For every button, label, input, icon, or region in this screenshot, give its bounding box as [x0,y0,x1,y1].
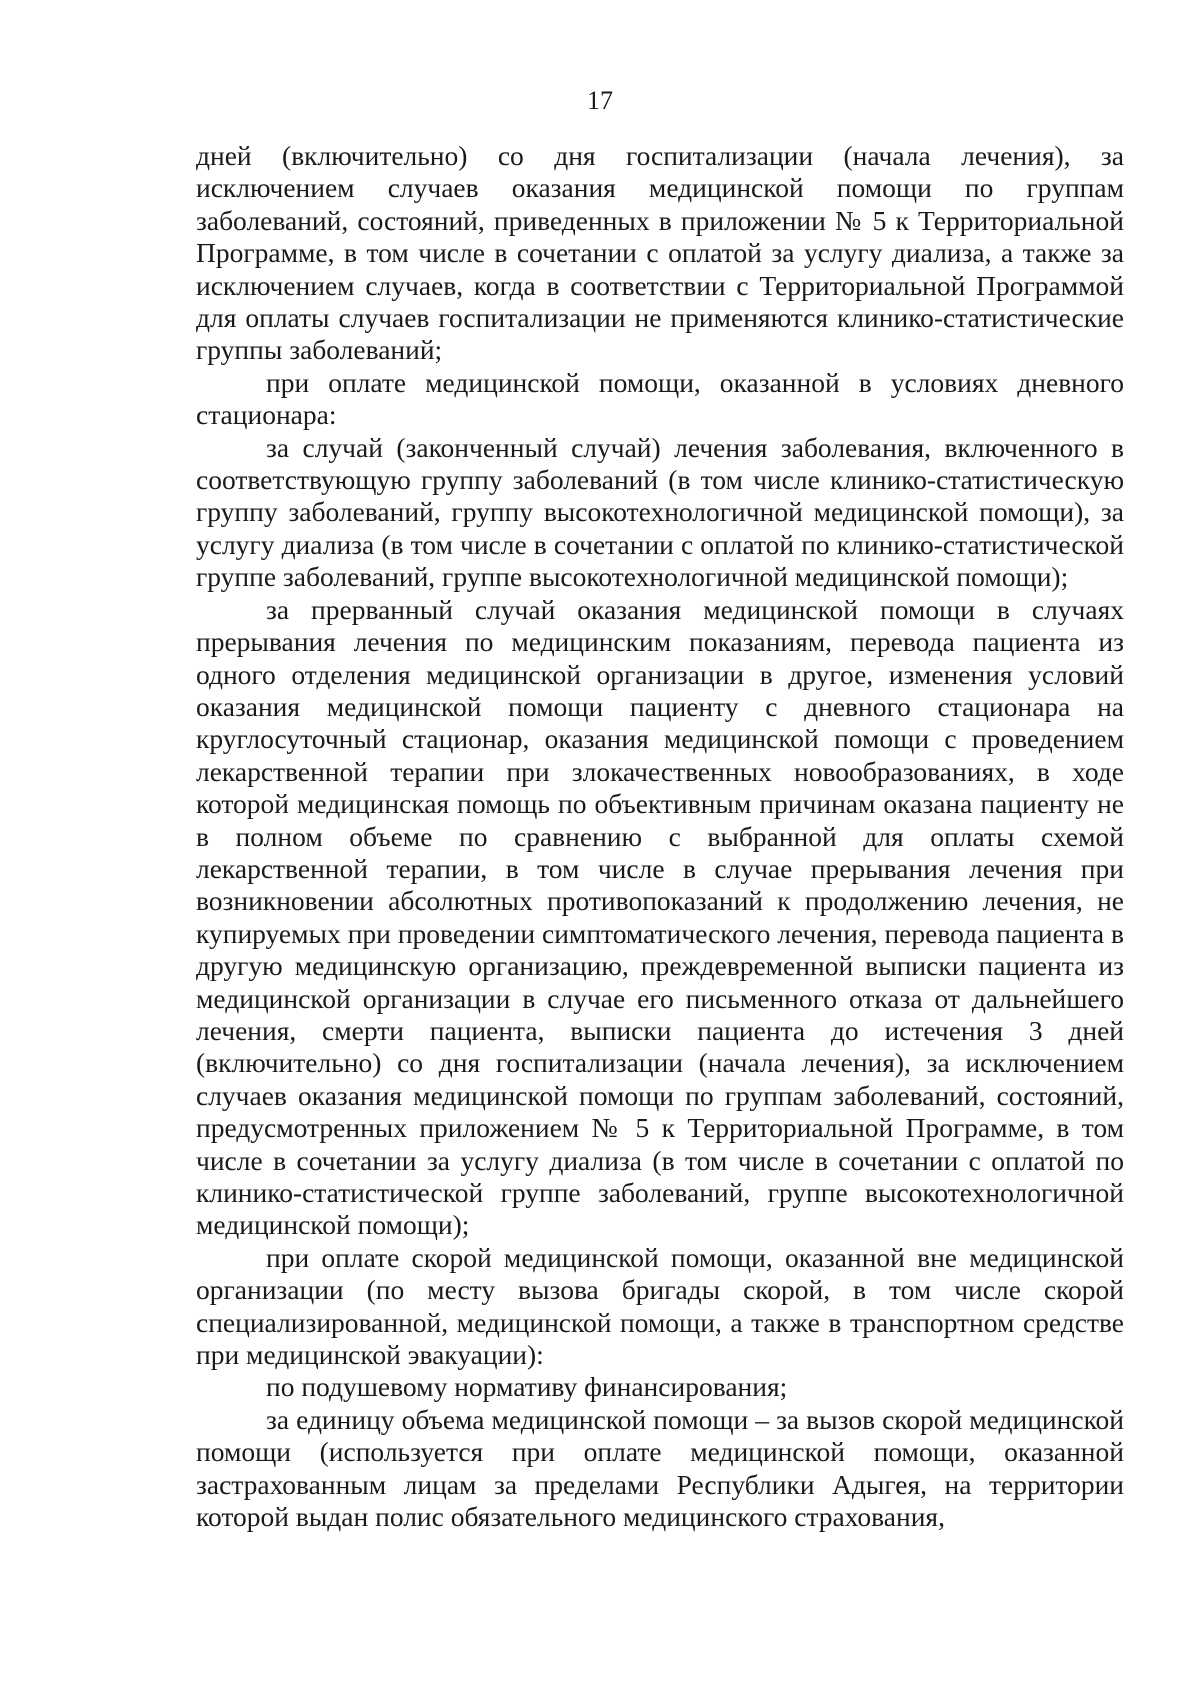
document-body [196,140,1124,1533]
page-number: 17 [587,86,613,115]
paragraph-day-hospital-payment: при оплате медицинской помощи, оказанной в условиях дневного стационара: [196,366,1124,431]
paragraph-per-capita-norm: по подушевому нормативу финансирования; [266,1371,788,1403]
paragraph-interrupted-case: за прерванный случай оказания медицинской помощи в случаях прерывания лечения по медицинским показаниям, перевода пациента из одного отделения медицинской организации в другое, изменения условий оказания медицинской помощи пациенту с дневного стационара на круглосуточный стационар, оказания медицинской помощи с проведением лекарственной терапии при злокачественных новообразованиях, в ходе которой медицинская помощь по объективным причинам оказана пациенту не в полном объеме по сравнению с выбранной для оплаты схемой лекарственной терапии, в том числе в случае прерывания лечения при возникновении абсолютных противопоказаний к продолжению лечения, не купируемых при проведении симптоматического лечения, перевода пациента в другую медицинскую организацию, преждевременной выписки пациента из медицинской организации в случае его письменного отказа от дальнейшего лечения, смерти пациента, выписки пациента до истечения 3 дней (включительно) со дня госпитализации (начала лечения), за исключением случаев оказания медицинской помощи по группам заболеваний, состояний, предусмотренных приложением № 5 к Территориальной Программе, в том числе в сочетании за услугу диализа (в том числе в сочетании с оплатой по клинико-статистической группе заболеваний, группе высокотехнологичной медицинской помощи); [196,593,1124,1241]
paragraph-completed-case: за случай (законченный случай) лечения заболевания, включенного в соответствующую группу заболеваний (в том числе клинико-статистическую группу заболеваний, группу высокотехнологичной медицинской помощи), за услугу диализа (в том числе в сочетании с оплатой по клинико-статистической группе заболеваний, группе высокотехнологичной медицинской помощи); [196,431,1124,593]
paragraph-emergency-care-payment: при оплате скорой медицинской помощи, оказанной вне медицинской организации (по месту вызова бригады скорой, в том числе скорой специализированной, медицинской помощи, а также в транспортном средстве при медицинской эвакуации): [196,1241,1124,1371]
paragraph-unit-of-volume: за единицу объема медицинской помощи – за вызов скорой медицинской помощи (используется при оплате медицинской помощи, оказанной застрахованным лицам за пределами Республики Адыгея, на территории которой выдан полис обязательного медицинского страхования, [196,1403,1124,1533]
paragraph-hospitalization-exclusions: дней (включительно) со дня госпитализации (начала лечения), за исключением случаев оказания медицинской помощи по группам заболеваний, состояний, приведенных в приложении № 5 к Территориальной Программе, в том числе в сочетании с оплатой за услугу диализа, а также за исключением случаев, когда в соответствии с Территориальной Программой для оплаты случаев госпитализации не применяются клинико-статистические группы заболеваний; [196,140,1124,366]
